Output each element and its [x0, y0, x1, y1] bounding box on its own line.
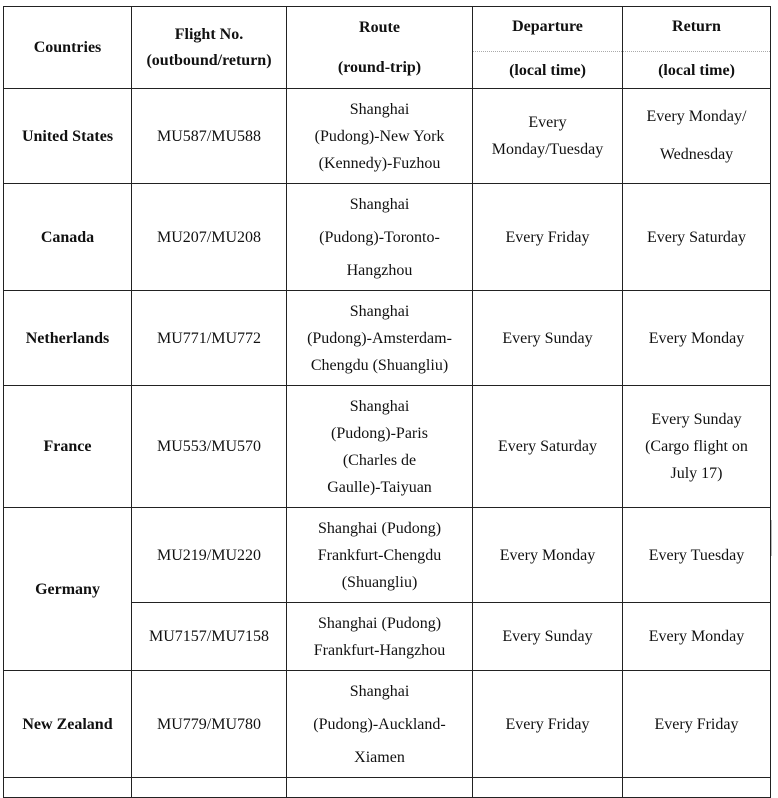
departure-cell: Every Sunday [473, 291, 623, 386]
route-cell: Shanghai (Pudong) Frankfurt-Chengdu (Shuangliu) [287, 508, 473, 603]
header-countries: Countries [4, 7, 132, 89]
edge-marker [771, 520, 778, 556]
country-cell: Netherlands [4, 291, 132, 386]
flight-cell: MU219/MU220 [132, 508, 287, 603]
return-cell: Every Monday/ Wednesday [623, 89, 771, 184]
flight-schedule-table [3, 6, 771, 798]
route-cell: Shanghai (Pudong)-Toronto- Hangzhou [287, 184, 473, 291]
route-cell: Shanghai (Pudong)-Paris (Charles de Gaulle)-Taiyuan [287, 386, 473, 508]
return-cell: Every Tuesday [623, 508, 771, 603]
flight-cell: MU553/MU570 [132, 386, 287, 508]
table-row [4, 291, 771, 386]
header-departure: Departure (local time) [473, 7, 623, 89]
return-cell: Every Saturday [623, 184, 771, 291]
header-route: Route (round-trip) [287, 7, 473, 89]
table-row [4, 508, 771, 603]
country-cell: United States [4, 89, 132, 184]
table-row [4, 671, 771, 778]
table-row [4, 386, 771, 508]
country-cell: Germany [4, 508, 132, 671]
flight-cell: MU771/MU772 [132, 291, 287, 386]
route-cell: Shanghai (Pudong) Frankfurt-Hangzhou [287, 603, 473, 671]
departure-cell: Every Friday [473, 184, 623, 291]
route-cell: Shanghai (Pudong)-Amsterdam- Chengdu (Shuangliu) [287, 291, 473, 386]
return-cell: Every Sunday (Cargo flight on July 17) [623, 386, 771, 508]
country-cell: Canada [4, 184, 132, 291]
return-cell: Every Monday [623, 291, 771, 386]
country-cell: France [4, 386, 132, 508]
departure-cell: Every Sunday [473, 603, 623, 671]
country-cell: New Zealand [4, 671, 132, 778]
departure-cell: Every Saturday [473, 386, 623, 508]
header-row [4, 7, 771, 89]
flight-cell: MU7157/MU7158 [132, 603, 287, 671]
return-cell: Every Friday [623, 671, 771, 778]
return-cell: Every Monday [623, 603, 771, 671]
route-cell: Shanghai (Pudong)-New York (Kennedy)-Fuzhou [287, 89, 473, 184]
flight-cell: MU207/MU208 [132, 184, 287, 291]
header-return: Return (local time) [623, 7, 771, 89]
flight-cell: MU587/MU588 [132, 89, 287, 184]
header-flight-no: Flight No. (outbound/return) [132, 7, 287, 89]
table-row [4, 184, 771, 291]
route-cell: Shanghai (Pudong)-Auckland- Xiamen [287, 671, 473, 778]
departure-cell: Every Friday [473, 671, 623, 778]
table-row [4, 89, 771, 184]
departure-cell: Every Monday [473, 508, 623, 603]
flight-cell: MU779/MU780 [132, 671, 287, 778]
departure-cell: Every Monday/Tuesday [473, 89, 623, 184]
